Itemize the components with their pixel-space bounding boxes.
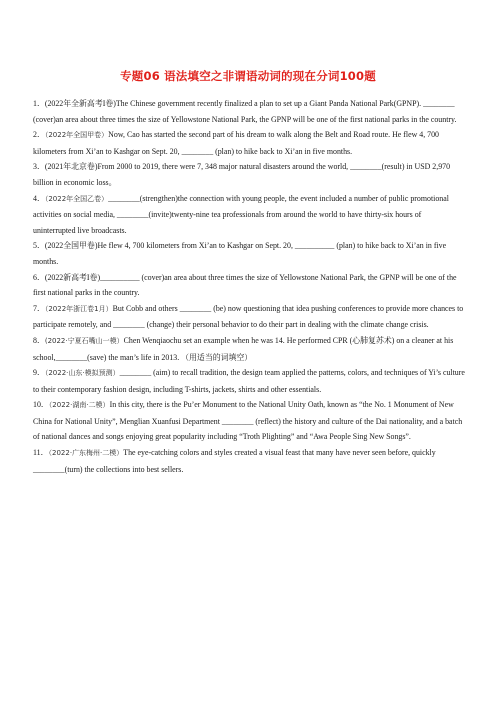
question-item [33, 397, 465, 445]
question-text: ________ (aim) to recall tradition, the design team applied the patterns, colors, and techniques of Yi’s culture to their contemporary fashion design, including T-shirts, jackets, shirts and other essentials. [33, 368, 465, 394]
question-item [33, 238, 465, 269]
question-text: But Cobb and others ________ (be) now questioning that idea pushing conferences to provide more chances to participate remotely, and ________ (change) their personal behavior to do their part in dealing with the climate change crisis. [33, 303, 464, 330]
question-source: （2022·湖南·二模） [48, 401, 110, 410]
question-source: (2022·宁夏石嘴山一模） [44, 336, 124, 345]
question-source: (2022新高考I卷) [44, 272, 101, 282]
question-source: （2022年全国甲卷） [44, 131, 109, 140]
question-text: The Chinese government recently finalized a plan to set up a Giant Panda National Park(GPNP). ________ (cover)an area about three times the size of Yellowstone National Park, the GPNP will be one of the first national parks in the country. [33, 99, 457, 124]
question-item [33, 270, 465, 301]
page-title: 专题06 语法填空之非谓语动词的现在分词100题 [120, 69, 376, 83]
question-item [33, 365, 465, 397]
question-text: From 2000 to 2019, there were 7, 348 major natural disasters around the world, ________(result) in USD 2,970 billion in economic loss。 [33, 162, 451, 187]
question-number: 9． [33, 368, 45, 378]
question-source: （2022年全国乙卷） [44, 194, 109, 203]
question-number: 4． [33, 193, 45, 203]
question-item [33, 191, 465, 239]
question-item [33, 127, 465, 159]
question-source: （2022年浙江卷1月） [44, 304, 113, 313]
question-number: 1． [33, 99, 45, 108]
question-number: 2． [33, 130, 45, 140]
question-text: ________(strengthen)the connection with young people, the event included a number of public promotional activities on social media, ________(invite)twenty-nine tea professionals from around the world to have thirty-six hours of uninterrupted live broadcasts. [33, 193, 449, 235]
question-source: （2022·广东梅州·二模） [48, 449, 124, 458]
question-number: 8． [33, 335, 45, 345]
question-number: 11． [33, 448, 49, 458]
question-text: The eye-catching colors and styles created a visual feast that many have never seen before, quickly ________(turn) the collections into best sellers. [33, 448, 436, 474]
question-text: He flew 4, 700 kilometers from Xi’an to Kashgar on Sept. 20, __________ (plan) to hike back to Xi’an in five months. [33, 241, 447, 266]
question-number: 7． [33, 303, 45, 313]
question-number: 5． [33, 241, 45, 251]
question-item [33, 159, 465, 190]
question-source: (2021年北京卷) [44, 162, 98, 172]
question-text: __________ (cover)an area about three times the size of Yellowstone National Park, the GPNP will be one of the first national parks in the country. [33, 272, 457, 298]
question-list [33, 96, 465, 477]
question-text: Chen Wenqiaochu set an example when he was 14. He performed CPR (心肺复苏术) on a cleaner at his school,________(save) the man’s life in 2013. （用适当的词填空） [33, 335, 454, 362]
question-source: (2022全国甲卷) [44, 241, 98, 251]
question-source: （2022·山东·模拟预测） [44, 369, 120, 378]
question-item [33, 96, 465, 127]
question-source: (2022年全新高考I卷) [44, 99, 116, 108]
question-number: 3． [33, 162, 45, 172]
question-text: Now, Cao has started the second part of his dream to walk along the Belt and Road route. He flew 4, 700 kilometers from Xi’an to Kashgar on Sept. 20, ________ (plan) to hike back to Xi’an in five months. [33, 130, 439, 156]
question-item [33, 333, 465, 365]
question-number: 6． [33, 272, 45, 282]
question-item [33, 301, 465, 333]
question-number: 10． [33, 400, 49, 410]
question-item [33, 445, 465, 477]
question-text: In this city, there is the Pu’er Monument to the National Unity Oath, known as “the No. 1 Monument of New China for National Unity”, Menglian Xuanfusi Department ________ (reflect) the history and culture of the Dai nationality, and a batch of national dances and songs enjoying great popularity including “Troth Plighting” and “Awa People Sing New Songs”. [33, 400, 463, 442]
